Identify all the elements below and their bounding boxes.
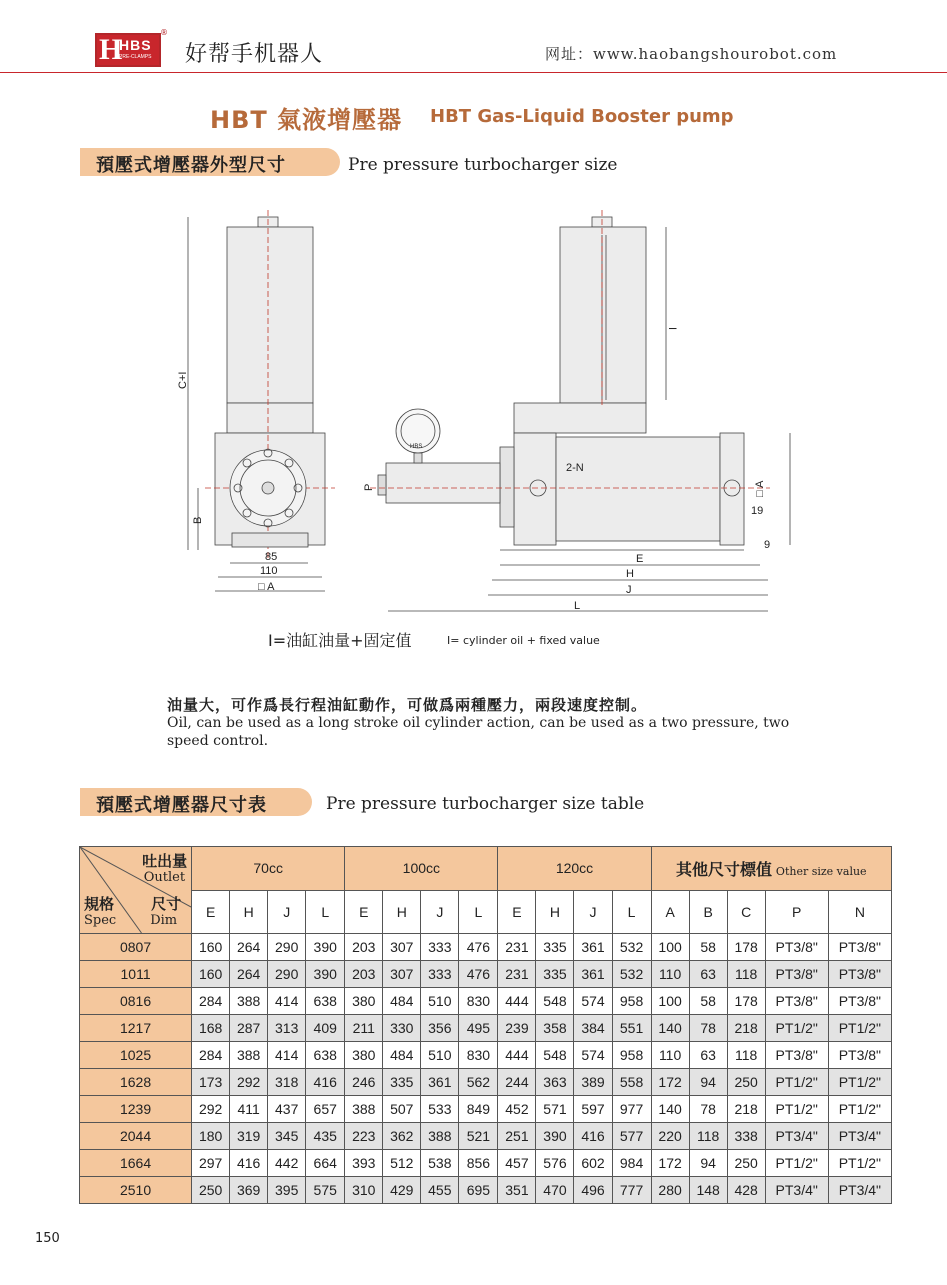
- label-110: 110: [260, 565, 278, 577]
- value-cell: 231: [498, 961, 536, 988]
- value-cell: 442: [268, 1150, 306, 1177]
- value-cell: 239: [498, 1015, 536, 1042]
- value-cell: 168: [192, 1015, 230, 1042]
- website-url[interactable]: 网址：www.haobangshourobot.com: [545, 45, 838, 63]
- value-cell: 292: [192, 1096, 230, 1123]
- technical-drawing: [170, 205, 810, 650]
- value-cell: 333: [421, 934, 459, 961]
- company-name: 好帮手机器人: [185, 42, 324, 67]
- value-cell: PT3/8": [828, 1042, 891, 1069]
- label-19: 19: [751, 505, 764, 517]
- value-cell: 452: [498, 1096, 536, 1123]
- value-cell: 297: [192, 1150, 230, 1177]
- table-row: [80, 1096, 892, 1123]
- page-number: 150: [35, 1231, 60, 1246]
- value-cell: 356: [421, 1015, 459, 1042]
- spec-cell: 2510: [80, 1177, 192, 1204]
- value-cell: 575: [306, 1177, 345, 1204]
- value-cell: 457: [498, 1150, 536, 1177]
- spec-cell: 2044: [80, 1123, 192, 1150]
- column-header: L: [612, 890, 651, 934]
- value-cell: 110: [651, 961, 689, 988]
- value-cell: 63: [689, 961, 727, 988]
- value-cell: 830: [459, 1042, 498, 1069]
- value-cell: 638: [306, 988, 345, 1015]
- other-header-cn: 其他尺寸標值: [676, 861, 773, 879]
- value-cell: 532: [612, 961, 651, 988]
- group-header-120cc: 120cc: [498, 847, 651, 891]
- column-header: C: [727, 890, 765, 934]
- column-header: P: [765, 890, 828, 934]
- value-cell: 388: [230, 1042, 268, 1069]
- value-cell: 562: [459, 1069, 498, 1096]
- label-a-left: □ A: [258, 581, 275, 593]
- value-cell: 409: [306, 1015, 345, 1042]
- value-cell: 264: [230, 961, 268, 988]
- logo-subtext: PRE-CLAMPS: [119, 54, 152, 60]
- value-cell: 510: [421, 1042, 459, 1069]
- value-cell: 335: [536, 934, 574, 961]
- value-cell: 160: [192, 961, 230, 988]
- value-cell: 484: [383, 1042, 421, 1069]
- description-en: Oil, can be used as a long stroke oil cylinder action, can be used as a two pressure, two speed control.: [167, 715, 790, 749]
- value-cell: PT3/4": [765, 1177, 828, 1204]
- value-cell: 333: [421, 961, 459, 988]
- value-cell: 437: [268, 1096, 306, 1123]
- group-header-other: [651, 847, 891, 891]
- value-cell: 345: [268, 1123, 306, 1150]
- value-cell: 160: [192, 934, 230, 961]
- value-cell: 148: [689, 1177, 727, 1204]
- spec-cell: 1025: [80, 1042, 192, 1069]
- value-cell: PT3/8": [765, 988, 828, 1015]
- value-cell: 335: [383, 1069, 421, 1096]
- corner-dim-cn: 尺寸: [151, 896, 182, 913]
- value-cell: 830: [459, 988, 498, 1015]
- label-l: L: [574, 600, 581, 612]
- value-cell: 657: [306, 1096, 345, 1123]
- column-header: J: [268, 890, 306, 934]
- value-cell: 100: [651, 934, 689, 961]
- group-header-100cc: 100cc: [345, 847, 498, 891]
- spec-cell: 1239: [80, 1096, 192, 1123]
- value-cell: 78: [689, 1096, 727, 1123]
- value-cell: 777: [612, 1177, 651, 1204]
- value-cell: 416: [574, 1123, 612, 1150]
- value-cell: 395: [268, 1177, 306, 1204]
- value-cell: PT1/2": [765, 1150, 828, 1177]
- column-header-row: [80, 890, 892, 934]
- value-cell: 319: [230, 1123, 268, 1150]
- value-cell: 664: [306, 1150, 345, 1177]
- value-cell: PT1/2": [828, 1015, 891, 1042]
- value-cell: 389: [574, 1069, 612, 1096]
- value-cell: 380: [345, 988, 383, 1015]
- value-cell: 428: [727, 1177, 765, 1204]
- value-cell: PT1/2": [828, 1069, 891, 1096]
- corner-spec-en: Spec: [84, 913, 117, 928]
- value-cell: 538: [421, 1150, 459, 1177]
- label-9: 9: [764, 539, 771, 551]
- size-table: [79, 846, 892, 1204]
- label-e: E: [636, 553, 644, 565]
- value-cell: 532: [612, 934, 651, 961]
- value-cell: 362: [383, 1123, 421, 1150]
- value-cell: 250: [727, 1150, 765, 1177]
- value-cell: 416: [306, 1069, 345, 1096]
- value-cell: 290: [268, 934, 306, 961]
- value-cell: PT1/2": [828, 1150, 891, 1177]
- value-cell: 602: [574, 1150, 612, 1177]
- formula-en: I= cylinder oil + fixed value: [447, 634, 600, 647]
- value-cell: 94: [689, 1150, 727, 1177]
- table-row: [80, 1150, 892, 1177]
- column-header: H: [230, 890, 268, 934]
- value-cell: PT3/8": [765, 1042, 828, 1069]
- value-cell: 548: [536, 1042, 574, 1069]
- section-table-title-cn: 預壓式增壓器尺寸表: [96, 795, 267, 816]
- formula-cn: I=油缸油量+固定值: [268, 631, 412, 650]
- value-cell: 411: [230, 1096, 268, 1123]
- spec-cell: 0816: [80, 988, 192, 1015]
- table-corner-header: [80, 847, 192, 934]
- value-cell: 292: [230, 1069, 268, 1096]
- corner-outlet-en: Outlet: [143, 870, 186, 885]
- value-cell: 435: [306, 1123, 345, 1150]
- value-cell: 335: [536, 961, 574, 988]
- label-p: P: [363, 483, 375, 491]
- group-header-70cc: 70cc: [192, 847, 345, 891]
- value-cell: 178: [727, 988, 765, 1015]
- table-row: [80, 934, 892, 961]
- value-cell: 290: [268, 961, 306, 988]
- value-cell: 533: [421, 1096, 459, 1123]
- corner-spec-cn: 規格: [84, 896, 115, 913]
- value-cell: 849: [459, 1096, 498, 1123]
- label-85: 85: [265, 551, 278, 563]
- logo-text: HBS: [119, 37, 152, 53]
- table-row: [80, 1069, 892, 1096]
- value-cell: 313: [268, 1015, 306, 1042]
- value-cell: 390: [306, 961, 345, 988]
- value-cell: 94: [689, 1069, 727, 1096]
- value-cell: 470: [536, 1177, 574, 1204]
- value-cell: 358: [536, 1015, 574, 1042]
- column-header: N: [828, 890, 891, 934]
- value-cell: PT1/2": [765, 1069, 828, 1096]
- header-divider: [0, 72, 947, 73]
- description-cn: 油量大，可作爲長行程油缸動作，可做爲兩種壓力，兩段速度控制。: [167, 696, 648, 714]
- value-cell: 495: [459, 1015, 498, 1042]
- value-cell: 284: [192, 1042, 230, 1069]
- value-cell: 140: [651, 1015, 689, 1042]
- value-cell: 351: [498, 1177, 536, 1204]
- value-cell: 264: [230, 934, 268, 961]
- value-cell: 558: [612, 1069, 651, 1096]
- spec-cell: 1217: [80, 1015, 192, 1042]
- value-cell: 361: [574, 934, 612, 961]
- value-cell: PT3/8": [765, 934, 828, 961]
- value-cell: PT3/4": [765, 1123, 828, 1150]
- page-title-cn: HBT 氣液增壓器: [210, 106, 403, 134]
- table-row: [80, 1042, 892, 1069]
- value-cell: 118: [689, 1123, 727, 1150]
- value-cell: 577: [612, 1123, 651, 1150]
- value-cell: 393: [345, 1150, 383, 1177]
- label-h: H: [626, 568, 634, 580]
- value-cell: 507: [383, 1096, 421, 1123]
- value-cell: 484: [383, 988, 421, 1015]
- value-cell: 380: [345, 1042, 383, 1069]
- value-cell: 180: [192, 1123, 230, 1150]
- column-header: L: [459, 890, 498, 934]
- page-title-en: HBT Gas-Liquid Booster pump: [430, 106, 734, 127]
- value-cell: 78: [689, 1015, 727, 1042]
- value-cell: 118: [727, 1042, 765, 1069]
- logo-h-letter: H: [99, 33, 123, 66]
- value-cell: 510: [421, 988, 459, 1015]
- value-cell: 318: [268, 1069, 306, 1096]
- value-cell: PT1/2": [828, 1096, 891, 1123]
- value-cell: 521: [459, 1123, 498, 1150]
- value-cell: 140: [651, 1096, 689, 1123]
- value-cell: 218: [727, 1015, 765, 1042]
- column-header: E: [345, 890, 383, 934]
- value-cell: 496: [574, 1177, 612, 1204]
- value-cell: 110: [651, 1042, 689, 1069]
- side-view: [363, 210, 790, 612]
- value-cell: 414: [268, 1042, 306, 1069]
- other-header-en: Other size value: [775, 864, 867, 878]
- value-cell: 231: [498, 934, 536, 961]
- value-cell: 100: [651, 988, 689, 1015]
- value-cell: 284: [192, 988, 230, 1015]
- table-row: [80, 988, 892, 1015]
- value-cell: 203: [345, 961, 383, 988]
- column-header: B: [689, 890, 727, 934]
- value-cell: 330: [383, 1015, 421, 1042]
- value-cell: 455: [421, 1177, 459, 1204]
- value-cell: 476: [459, 961, 498, 988]
- value-cell: 571: [536, 1096, 574, 1123]
- value-cell: 287: [230, 1015, 268, 1042]
- value-cell: 369: [230, 1177, 268, 1204]
- value-cell: 361: [421, 1069, 459, 1096]
- corner-outlet-cn: 吐出量: [142, 853, 188, 870]
- value-cell: 388: [345, 1096, 383, 1123]
- value-cell: PT3/4": [828, 1123, 891, 1150]
- value-cell: 173: [192, 1069, 230, 1096]
- column-header: L: [306, 890, 345, 934]
- value-cell: 958: [612, 1042, 651, 1069]
- value-cell: 363: [536, 1069, 574, 1096]
- value-cell: 178: [727, 934, 765, 961]
- label-j: J: [626, 584, 632, 596]
- value-cell: 574: [574, 1042, 612, 1069]
- value-cell: 416: [230, 1150, 268, 1177]
- gauge-label: HBS: [410, 444, 423, 450]
- value-cell: 307: [383, 961, 421, 988]
- value-cell: PT3/8": [828, 934, 891, 961]
- value-cell: 220: [651, 1123, 689, 1150]
- brand-logo: [95, 33, 161, 67]
- value-cell: 118: [727, 961, 765, 988]
- value-cell: 512: [383, 1150, 421, 1177]
- spec-cell: 1011: [80, 961, 192, 988]
- value-cell: 576: [536, 1150, 574, 1177]
- value-cell: 384: [574, 1015, 612, 1042]
- value-cell: 476: [459, 934, 498, 961]
- value-cell: 361: [574, 961, 612, 988]
- value-cell: 246: [345, 1069, 383, 1096]
- value-cell: 63: [689, 1042, 727, 1069]
- spec-cell: 1628: [80, 1069, 192, 1096]
- value-cell: 250: [192, 1177, 230, 1204]
- column-header: E: [192, 890, 230, 934]
- label-a-right: □ A: [754, 480, 766, 497]
- value-cell: 574: [574, 988, 612, 1015]
- value-cell: 338: [727, 1123, 765, 1150]
- value-cell: PT3/8": [765, 961, 828, 988]
- column-header: E: [498, 890, 536, 934]
- value-cell: 244: [498, 1069, 536, 1096]
- column-header: H: [536, 890, 574, 934]
- spec-cell: 0807: [80, 934, 192, 961]
- value-cell: 597: [574, 1096, 612, 1123]
- table-row: [80, 1015, 892, 1042]
- section-table-title-en: Pre pressure turbocharger size table: [326, 794, 645, 814]
- value-cell: 388: [421, 1123, 459, 1150]
- value-cell: 211: [345, 1015, 383, 1042]
- value-cell: 388: [230, 988, 268, 1015]
- column-header: H: [383, 890, 421, 934]
- label-b: B: [192, 516, 204, 524]
- table-row: [80, 961, 892, 988]
- value-cell: 414: [268, 988, 306, 1015]
- value-cell: PT3/4": [828, 1177, 891, 1204]
- value-cell: 977: [612, 1096, 651, 1123]
- column-header: J: [574, 890, 612, 934]
- value-cell: 172: [651, 1069, 689, 1096]
- value-cell: 251: [498, 1123, 536, 1150]
- value-cell: 958: [612, 988, 651, 1015]
- column-header: J: [421, 890, 459, 934]
- table-row: [80, 1123, 892, 1150]
- value-cell: 223: [345, 1123, 383, 1150]
- table-body: [80, 934, 892, 1204]
- section-outline-title-en: Pre pressure turbocharger size: [348, 155, 618, 175]
- value-cell: PT3/8": [828, 961, 891, 988]
- section-outline-title-cn: 預壓式增壓器外型尺寸: [96, 155, 286, 176]
- front-view: [177, 210, 335, 593]
- label-2n: 2-N: [566, 462, 584, 474]
- value-cell: 856: [459, 1150, 498, 1177]
- value-cell: 984: [612, 1150, 651, 1177]
- table-row: [80, 1177, 892, 1204]
- value-cell: 390: [536, 1123, 574, 1150]
- value-cell: 280: [651, 1177, 689, 1204]
- value-cell: 310: [345, 1177, 383, 1204]
- value-cell: 695: [459, 1177, 498, 1204]
- value-cell: PT3/8": [828, 988, 891, 1015]
- label-c-plus-i: C+I: [177, 371, 189, 389]
- value-cell: 548: [536, 988, 574, 1015]
- corner-dim-en: Dim: [150, 913, 178, 928]
- value-cell: 444: [498, 988, 536, 1015]
- value-cell: 172: [651, 1150, 689, 1177]
- value-cell: 444: [498, 1042, 536, 1069]
- value-cell: 638: [306, 1042, 345, 1069]
- value-cell: 551: [612, 1015, 651, 1042]
- value-cell: 218: [727, 1096, 765, 1123]
- value-cell: 250: [727, 1069, 765, 1096]
- value-cell: PT1/2": [765, 1015, 828, 1042]
- registered-mark: ®: [160, 28, 168, 37]
- value-cell: 203: [345, 934, 383, 961]
- value-cell: 58: [689, 988, 727, 1015]
- spec-cell: 1664: [80, 1150, 192, 1177]
- value-cell: 58: [689, 934, 727, 961]
- value-cell: 390: [306, 934, 345, 961]
- value-cell: PT1/2": [765, 1096, 828, 1123]
- value-cell: 307: [383, 934, 421, 961]
- column-header: A: [651, 890, 689, 934]
- value-cell: 429: [383, 1177, 421, 1204]
- label-i: I: [666, 327, 678, 331]
